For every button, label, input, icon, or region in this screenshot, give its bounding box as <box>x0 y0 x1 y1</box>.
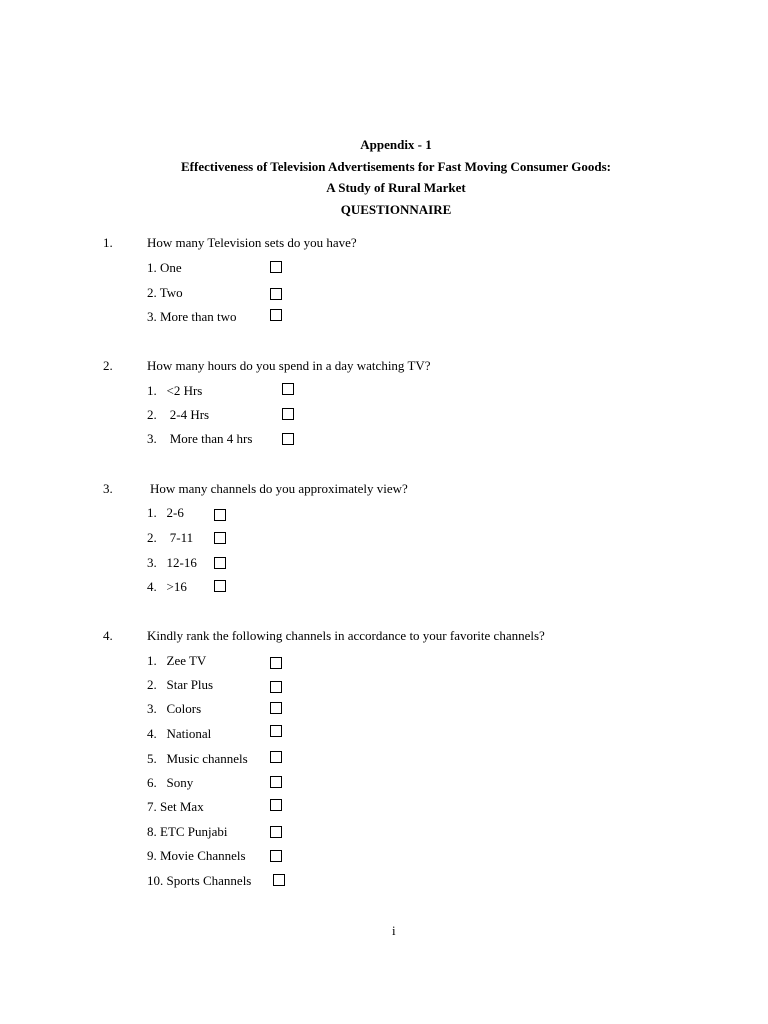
checkbox[interactable] <box>214 532 226 544</box>
option-label: 3. More than 4 hrs <box>147 431 253 446</box>
checkbox[interactable] <box>270 826 282 838</box>
question-text: Kindly rank the following channels in accordance to your favorite channels? <box>147 628 545 643</box>
checkbox[interactable] <box>282 408 294 420</box>
option-label: 1. One <box>147 260 182 275</box>
checkbox[interactable] <box>282 383 294 395</box>
question-text: How many channels do you approximately view? <box>150 481 408 496</box>
option-label: 2. 2-4 Hrs <box>147 407 210 422</box>
study-subtitle: A Study of Rural Market <box>326 180 466 195</box>
checkbox[interactable] <box>214 557 226 569</box>
option-label: 9. Movie Channels <box>147 848 246 863</box>
option-label: 1. <2 Hrs <box>147 383 203 398</box>
option-label: 2. Star Plus <box>147 677 214 692</box>
checkbox[interactable] <box>214 509 226 521</box>
option-label: 2. Two <box>147 285 183 300</box>
option-label: 8. ETC Punjabi <box>147 824 228 839</box>
option-label: 1. 2-6 <box>147 505 184 520</box>
option-label: 6. Sony <box>147 775 194 790</box>
study-title: Effectiveness of Television Advertisements for Fast Moving Consumer Goods: <box>181 158 611 174</box>
checkbox[interactable] <box>270 261 282 273</box>
checkbox[interactable] <box>270 309 282 321</box>
option-label: 2. 7-11 <box>147 530 194 545</box>
question-number: 4. <box>103 628 113 643</box>
option-label: 3. More than two <box>147 309 237 324</box>
checkbox[interactable] <box>270 751 282 763</box>
option-label: 3. 12-16 <box>147 555 197 570</box>
checkbox[interactable] <box>273 874 285 886</box>
question-number: 1. <box>103 235 113 250</box>
checkbox[interactable] <box>270 681 282 693</box>
appendix-title: Appendix - 1 <box>360 137 432 152</box>
option-label: 7. Set Max <box>147 799 204 814</box>
option-label: 3. Colors <box>147 701 202 716</box>
checkbox[interactable] <box>214 580 226 592</box>
document-header <box>0 134 768 220</box>
option-label: 5. Music channels <box>147 751 248 766</box>
checkbox[interactable] <box>270 702 282 714</box>
question-text: How many Television sets do you have? <box>147 235 357 250</box>
option-label: 4. >16 <box>147 579 187 594</box>
checkbox[interactable] <box>270 288 282 300</box>
question-number: 2. <box>103 358 113 373</box>
option-label: 10. Sports Channels <box>147 873 252 888</box>
checkbox[interactable] <box>270 776 282 788</box>
checkbox[interactable] <box>270 725 282 737</box>
option-label: 4. National <box>147 726 212 741</box>
checkbox[interactable] <box>270 657 282 669</box>
checkbox[interactable] <box>270 799 282 811</box>
page-number: i <box>392 923 396 938</box>
checkbox[interactable] <box>282 433 294 445</box>
checkbox[interactable] <box>270 850 282 862</box>
option-label: 1. Zee TV <box>147 653 207 668</box>
questionnaire-heading: QUESTIONNAIRE <box>340 201 452 217</box>
question-text: How many hours do you spend in a day watching TV? <box>147 358 431 373</box>
question-number: 3. <box>103 481 113 496</box>
